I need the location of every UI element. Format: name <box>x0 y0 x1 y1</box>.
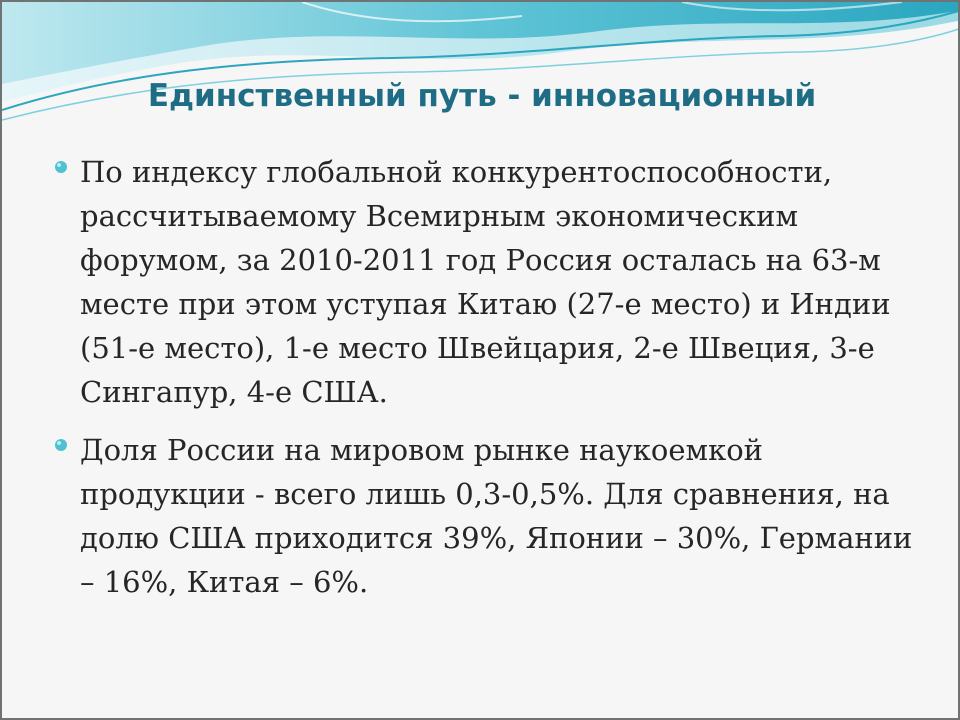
bullet-text: Доля России на мировом рынке наукоемкой продукции - всего лишь 0,3-0,5%. Для сравнения, на долю США приходится 39%, Японии – 30%, Германии – 16%, Китая – 6%. <box>80 433 913 599</box>
slide-title: Единственный путь - инновационный <box>147 78 817 114</box>
teal-dot-bullet-icon <box>54 160 68 174</box>
bullet-item <box>50 150 930 414</box>
teal-dot-bullet-icon <box>54 438 68 452</box>
bullet-text: По индексу глобальной конкурентоспособности, рассчитываемому Всемирным экономическим форумом, за 2010-2011 год Россия осталась на 63-м месте при этом уступая Китаю (27-е место) и Индии (51-е место), 1-е место Швейцария, 2-е Швеция, 3-е Сингапур, 4-е США. <box>80 155 891 409</box>
header-wave-decoration <box>2 2 960 142</box>
bullet-list <box>50 150 930 618</box>
bullet-item <box>50 428 930 604</box>
